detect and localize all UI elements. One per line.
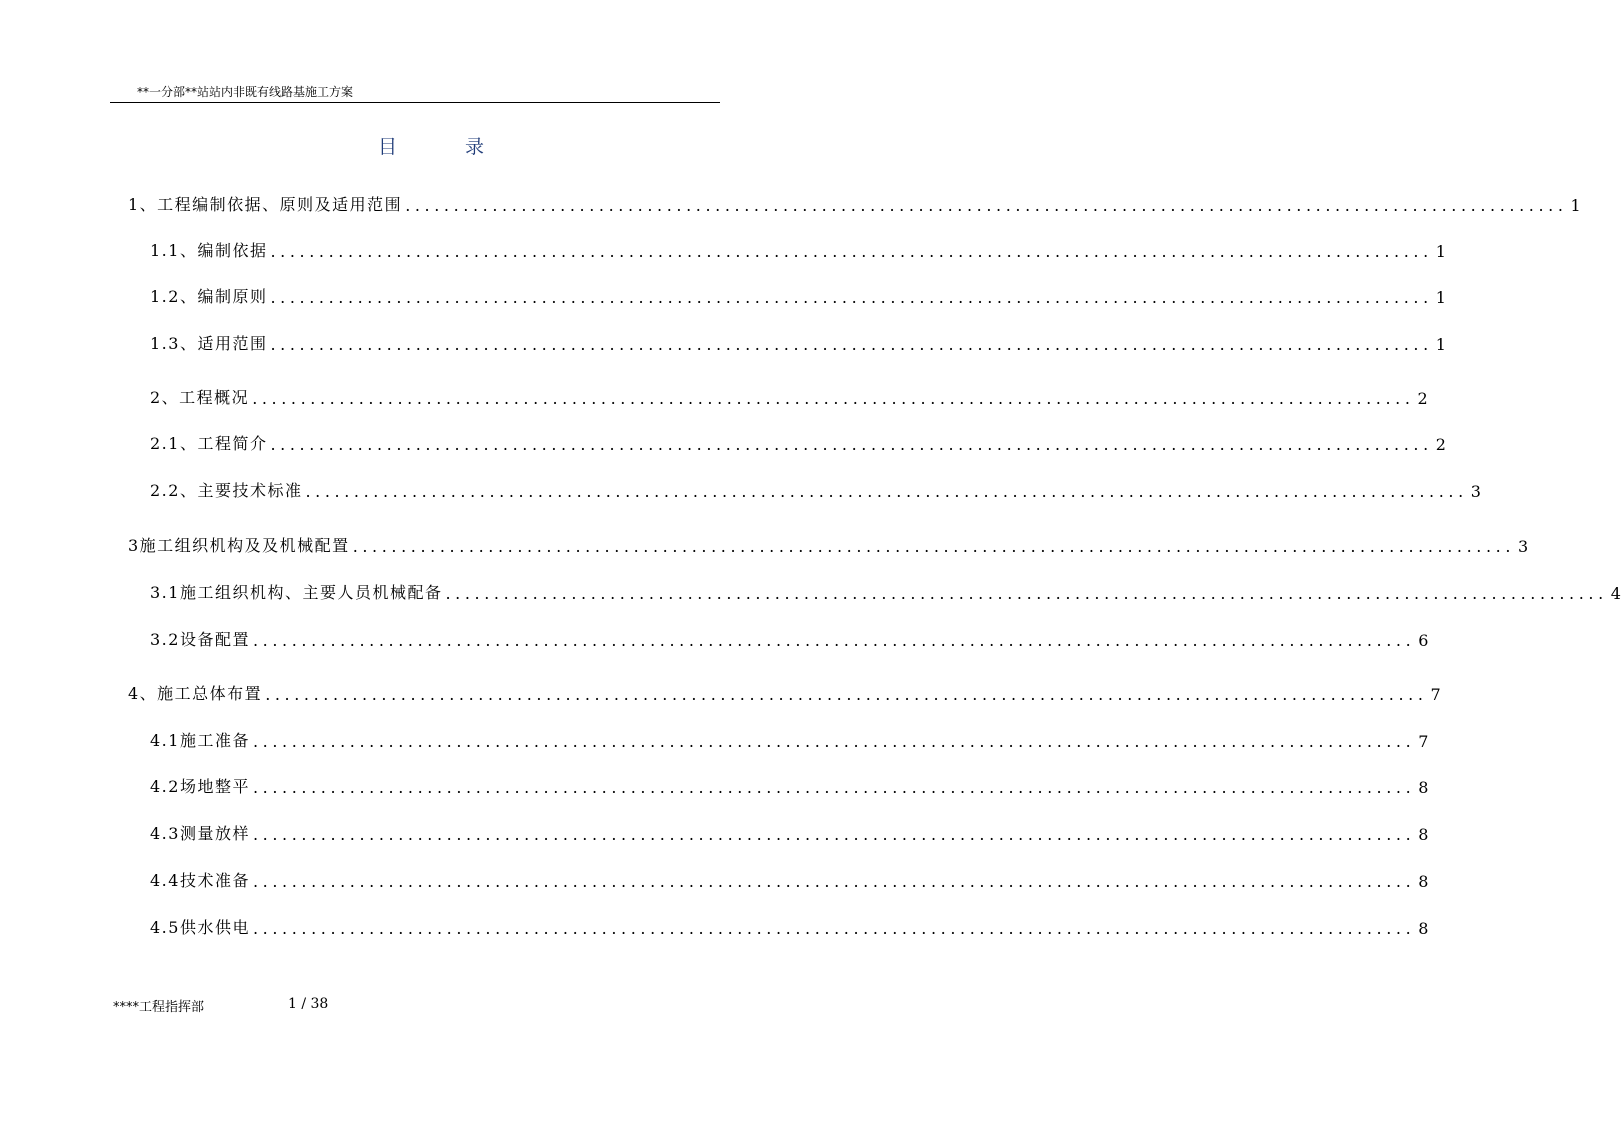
toc-entry-label: 3.2设备配置 bbox=[150, 630, 250, 649]
toc-entry-page: 8 bbox=[1418, 872, 1429, 891]
toc-entry-page: 2 bbox=[1435, 435, 1446, 454]
toc-leader: ........................................................................................................................ bbox=[270, 242, 1433, 261]
toc-entry-page: 1 bbox=[1570, 196, 1581, 215]
toc-entry-page: 3 bbox=[1470, 482, 1481, 501]
toc-entry-page: 6 bbox=[1418, 631, 1429, 650]
toc-entry[interactable] bbox=[150, 239, 1446, 261]
toc-entry-label: 1.1、编制依据 bbox=[150, 241, 268, 260]
toc-entry[interactable] bbox=[150, 775, 1429, 797]
toc-entry[interactable] bbox=[128, 682, 1441, 704]
toc-entry-label: 4.4技术准备 bbox=[150, 871, 250, 890]
toc-leader: ........................................................................................................................ bbox=[445, 584, 1608, 603]
toc-entry[interactable] bbox=[128, 534, 1529, 556]
toc-entry-page: 7 bbox=[1418, 732, 1429, 751]
toc-leader: ........................................................................................................................ bbox=[270, 435, 1433, 454]
toc-entry[interactable] bbox=[150, 479, 1481, 501]
toc-entry-label: 4.2场地整平 bbox=[150, 777, 250, 796]
toc-entry-page: 3 bbox=[1518, 537, 1529, 556]
toc-entry[interactable] bbox=[150, 285, 1446, 307]
toc-entry-label: 4.5供水供电 bbox=[150, 918, 250, 937]
toc-leader: ........................................................................................................................ bbox=[405, 196, 1568, 215]
toc-leader: ........................................................................................................................ bbox=[252, 872, 1416, 891]
toc-entry-page: 2 bbox=[1417, 389, 1428, 408]
toc-entry[interactable] bbox=[150, 581, 1621, 603]
toc-entry-page: 1 bbox=[1435, 288, 1446, 307]
toc-entry-page: 8 bbox=[1418, 778, 1429, 797]
toc-entry-page: 8 bbox=[1418, 919, 1429, 938]
toc-leader: ........................................................................................................................ bbox=[252, 825, 1416, 844]
page-footer bbox=[113, 996, 363, 1016]
toc-leader: ........................................................................................................................ bbox=[270, 288, 1433, 307]
toc-entry-label: 3.1施工组织机构、主要人员机械配备 bbox=[150, 583, 443, 602]
toc-entry-label: 2.1、工程简介 bbox=[150, 434, 268, 453]
header-title: **一分部**站站内非既有线路基施工方案 bbox=[137, 85, 354, 99]
toc-entry[interactable] bbox=[150, 432, 1446, 454]
toc-leader: ........................................................................................................................ bbox=[270, 335, 1433, 354]
toc-entry-page: 4 bbox=[1610, 584, 1621, 603]
toc-entry[interactable] bbox=[150, 869, 1429, 891]
toc-entry[interactable] bbox=[128, 193, 1581, 215]
toc-entry-label: 1、工程编制依据、原则及适用范围 bbox=[128, 195, 403, 214]
toc-entry-label: 1.3、适用范围 bbox=[150, 334, 268, 353]
toc-entry-label: 2、工程概况 bbox=[150, 388, 250, 407]
toc-entry-label: 2.2、主要技术标准 bbox=[150, 481, 303, 500]
toc-entry-label: 1.2、编制原则 bbox=[150, 287, 268, 306]
toc-entry[interactable] bbox=[150, 916, 1429, 938]
toc-entry[interactable] bbox=[150, 729, 1429, 751]
toc-leader: ........................................................................................................................ bbox=[252, 919, 1416, 938]
toc-leader: ........................................................................................................................ bbox=[305, 482, 1468, 501]
toc-heading bbox=[378, 132, 484, 159]
toc-leader: ........................................................................................................................ bbox=[252, 631, 1416, 650]
toc-leader: ........................................................................................................................ bbox=[252, 389, 1415, 408]
footer-organization: ****工程指挥部 bbox=[113, 1000, 205, 1015]
toc-entry-label: 4.1施工准备 bbox=[150, 731, 250, 750]
toc-entry[interactable] bbox=[150, 628, 1429, 650]
toc-entry-label: 4、施工总体布置 bbox=[128, 684, 263, 703]
toc-heading-part2: 录 bbox=[465, 136, 485, 158]
toc-entry[interactable] bbox=[150, 332, 1446, 354]
toc-entry-page: 8 bbox=[1418, 825, 1429, 844]
toc-entry-label: 3施工组织机构及及机械配置 bbox=[128, 536, 350, 555]
toc-entry-page: 1 bbox=[1435, 242, 1446, 261]
toc-leader: ........................................................................................................................ bbox=[252, 778, 1416, 797]
toc-entry[interactable] bbox=[150, 386, 1428, 408]
footer-page-number: 1 / 38 bbox=[288, 996, 329, 1012]
toc-leader: ........................................................................................................................ bbox=[252, 732, 1416, 751]
toc-entry-label: 4.3测量放样 bbox=[150, 824, 250, 843]
toc-heading-part1: 目 bbox=[378, 136, 398, 158]
toc-entry-page: 7 bbox=[1430, 685, 1441, 704]
toc-entry[interactable] bbox=[150, 822, 1429, 844]
toc-leader: ........................................................................................................................ bbox=[265, 685, 1428, 704]
toc-leader: ........................................................................................................................ bbox=[352, 537, 1515, 556]
toc-entry-page: 1 bbox=[1435, 335, 1446, 354]
page-header bbox=[110, 80, 720, 103]
